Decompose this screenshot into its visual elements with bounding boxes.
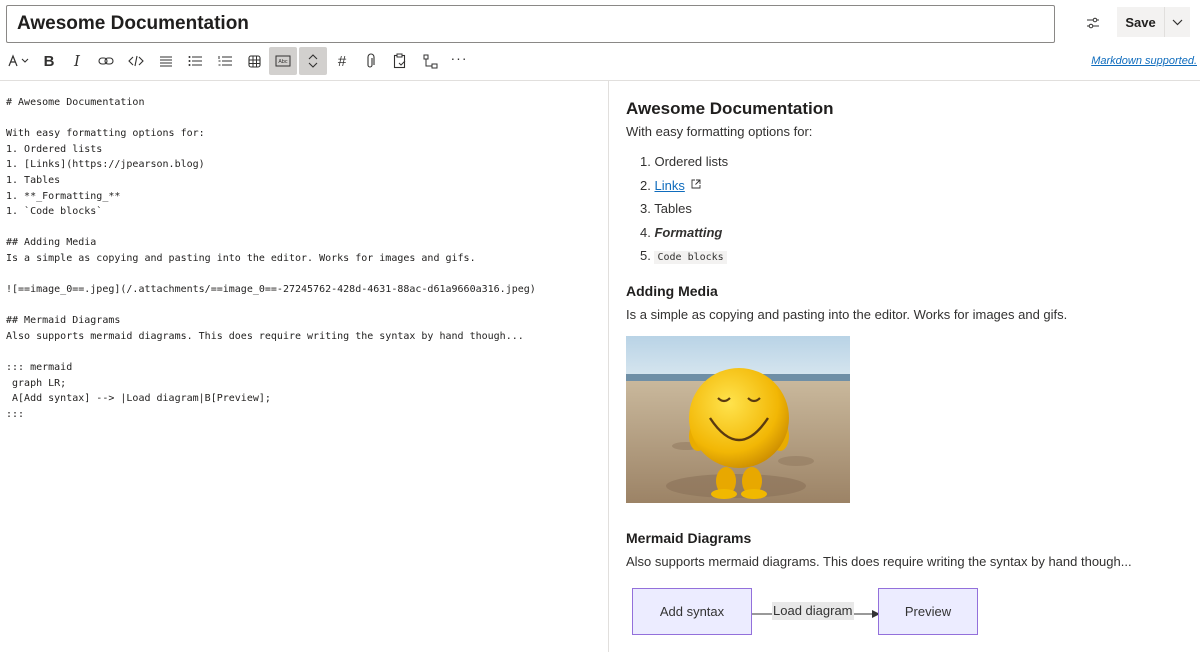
mermaid-edge-label: Load diagram xyxy=(773,602,853,618)
attachment-icon[interactable] xyxy=(357,47,385,75)
save-options-chevron-down-icon[interactable] xyxy=(1165,7,1190,37)
page-title-input[interactable] xyxy=(6,5,1055,43)
editor-line: ::: mermaid xyxy=(6,362,73,374)
editor-line: ![==image_0==.jpeg](/.attachments/==image_0==-27245762-428d-4631-88ac-d61a9660a316.jpeg) xyxy=(6,284,536,296)
code-icon[interactable] xyxy=(122,47,150,75)
list-item-code: Code blocks xyxy=(654,251,726,264)
table-icon[interactable] xyxy=(240,47,268,75)
editor-line: 1. `Code blocks` xyxy=(6,206,103,218)
bulleted-list-icon[interactable] xyxy=(181,47,209,75)
editor-line xyxy=(6,111,602,127)
editor-line: ::: xyxy=(6,408,25,420)
svg-text:Abc: Abc xyxy=(278,59,288,66)
settings-icon[interactable] xyxy=(1080,10,1106,36)
list-number: 4. xyxy=(640,224,651,240)
title-row xyxy=(0,0,1200,46)
toolbar-divider xyxy=(0,80,1200,81)
preview-title: Awesome Documentation xyxy=(626,99,834,118)
mermaid-diagrams-heading: Mermaid Diagrams xyxy=(626,529,752,546)
expand-collapse-icon[interactable] xyxy=(299,47,327,75)
adding-media-heading: Adding Media xyxy=(626,282,718,299)
editor-line: ## Mermaid Diagrams xyxy=(6,315,121,327)
adding-media-text: Is a simple as copying and pasting into the editor. Works for images and gifs. xyxy=(626,306,1068,322)
editor-line: A[Add syntax] --> |Load diagram|B[Preview]; xyxy=(6,393,271,405)
list-number: 5. xyxy=(640,248,651,264)
links-link[interactable]: Links xyxy=(654,177,685,193)
list-number: 3. xyxy=(640,201,651,217)
list-item xyxy=(640,247,1196,271)
external-link-icon xyxy=(691,179,701,189)
editor-line xyxy=(6,267,602,283)
more-options-icon[interactable]: ··· xyxy=(450,50,468,66)
mermaid-diagrams-text: Also supports mermaid diagrams. This does require writing the syntax by hand though... xyxy=(626,553,1132,569)
numbered-list-icon[interactable] xyxy=(211,47,239,75)
list-item xyxy=(640,200,1196,224)
list-item-text-formatted: Formatting xyxy=(654,224,723,240)
pane-divider[interactable] xyxy=(608,81,609,652)
paste-table-icon[interactable] xyxy=(386,47,414,75)
mermaid-diagram xyxy=(626,588,1196,648)
mermaid-node-add-syntax: Add syntax xyxy=(632,588,752,635)
mermaid-node-preview: Preview xyxy=(878,588,978,635)
mermaid-diagram-icon[interactable] xyxy=(416,47,444,75)
list-number: 1. xyxy=(640,154,651,169)
list-item-text: Ordered lists xyxy=(654,154,729,169)
preview-pane xyxy=(626,96,1196,652)
heading-hash-icon[interactable]: # xyxy=(337,52,347,70)
save-button[interactable]: Save xyxy=(1117,7,1165,37)
editor-line: Is a simple as copying and pasting into the editor. Works for images and gifs. xyxy=(6,252,476,264)
editor-line: ## Adding Media xyxy=(6,237,97,249)
editor-line: # Awesome Documentation xyxy=(6,97,145,108)
list-item xyxy=(640,177,1196,201)
editor-line xyxy=(6,298,602,314)
preview-intro: With easy formatting options for: xyxy=(626,124,813,139)
list-number: 2. xyxy=(640,177,651,193)
editor-line: 1. Ordered lists xyxy=(6,143,103,155)
page-title-text: Awesome Documentation xyxy=(17,13,249,34)
editor-line xyxy=(6,345,602,361)
preview-ordered-list xyxy=(626,153,1196,271)
smiley-beach-image xyxy=(626,336,850,503)
formatting-toolbar xyxy=(0,46,1200,76)
bold-icon[interactable]: B xyxy=(43,52,55,70)
markdown-editor[interactable] xyxy=(6,95,602,645)
italic-icon[interactable]: I xyxy=(74,51,80,70)
monospace-toggle-icon[interactable] xyxy=(269,47,297,75)
editor-line xyxy=(6,220,602,236)
list-item xyxy=(640,224,1196,248)
text-style-dropdown-icon[interactable] xyxy=(4,47,34,75)
markdown-supported-link[interactable]: Markdown supported. xyxy=(1091,55,1197,67)
editor-line: 1. **_Formatting_** xyxy=(6,190,121,202)
list-item-text: Tables xyxy=(654,201,692,217)
editor-line: 1. Tables xyxy=(6,174,61,186)
editor-line: graph LR; xyxy=(6,377,67,389)
editor-line: 1. [Links](https://jpearson.blog) xyxy=(6,159,205,171)
list-item xyxy=(640,153,1196,177)
editor-line: With easy formatting options for: xyxy=(6,128,205,140)
quote-icon[interactable] xyxy=(152,47,180,75)
link-icon[interactable] xyxy=(92,47,120,75)
editor-line: Also supports mermaid diagrams. This does require writing the syntax by hand though... xyxy=(6,330,524,342)
